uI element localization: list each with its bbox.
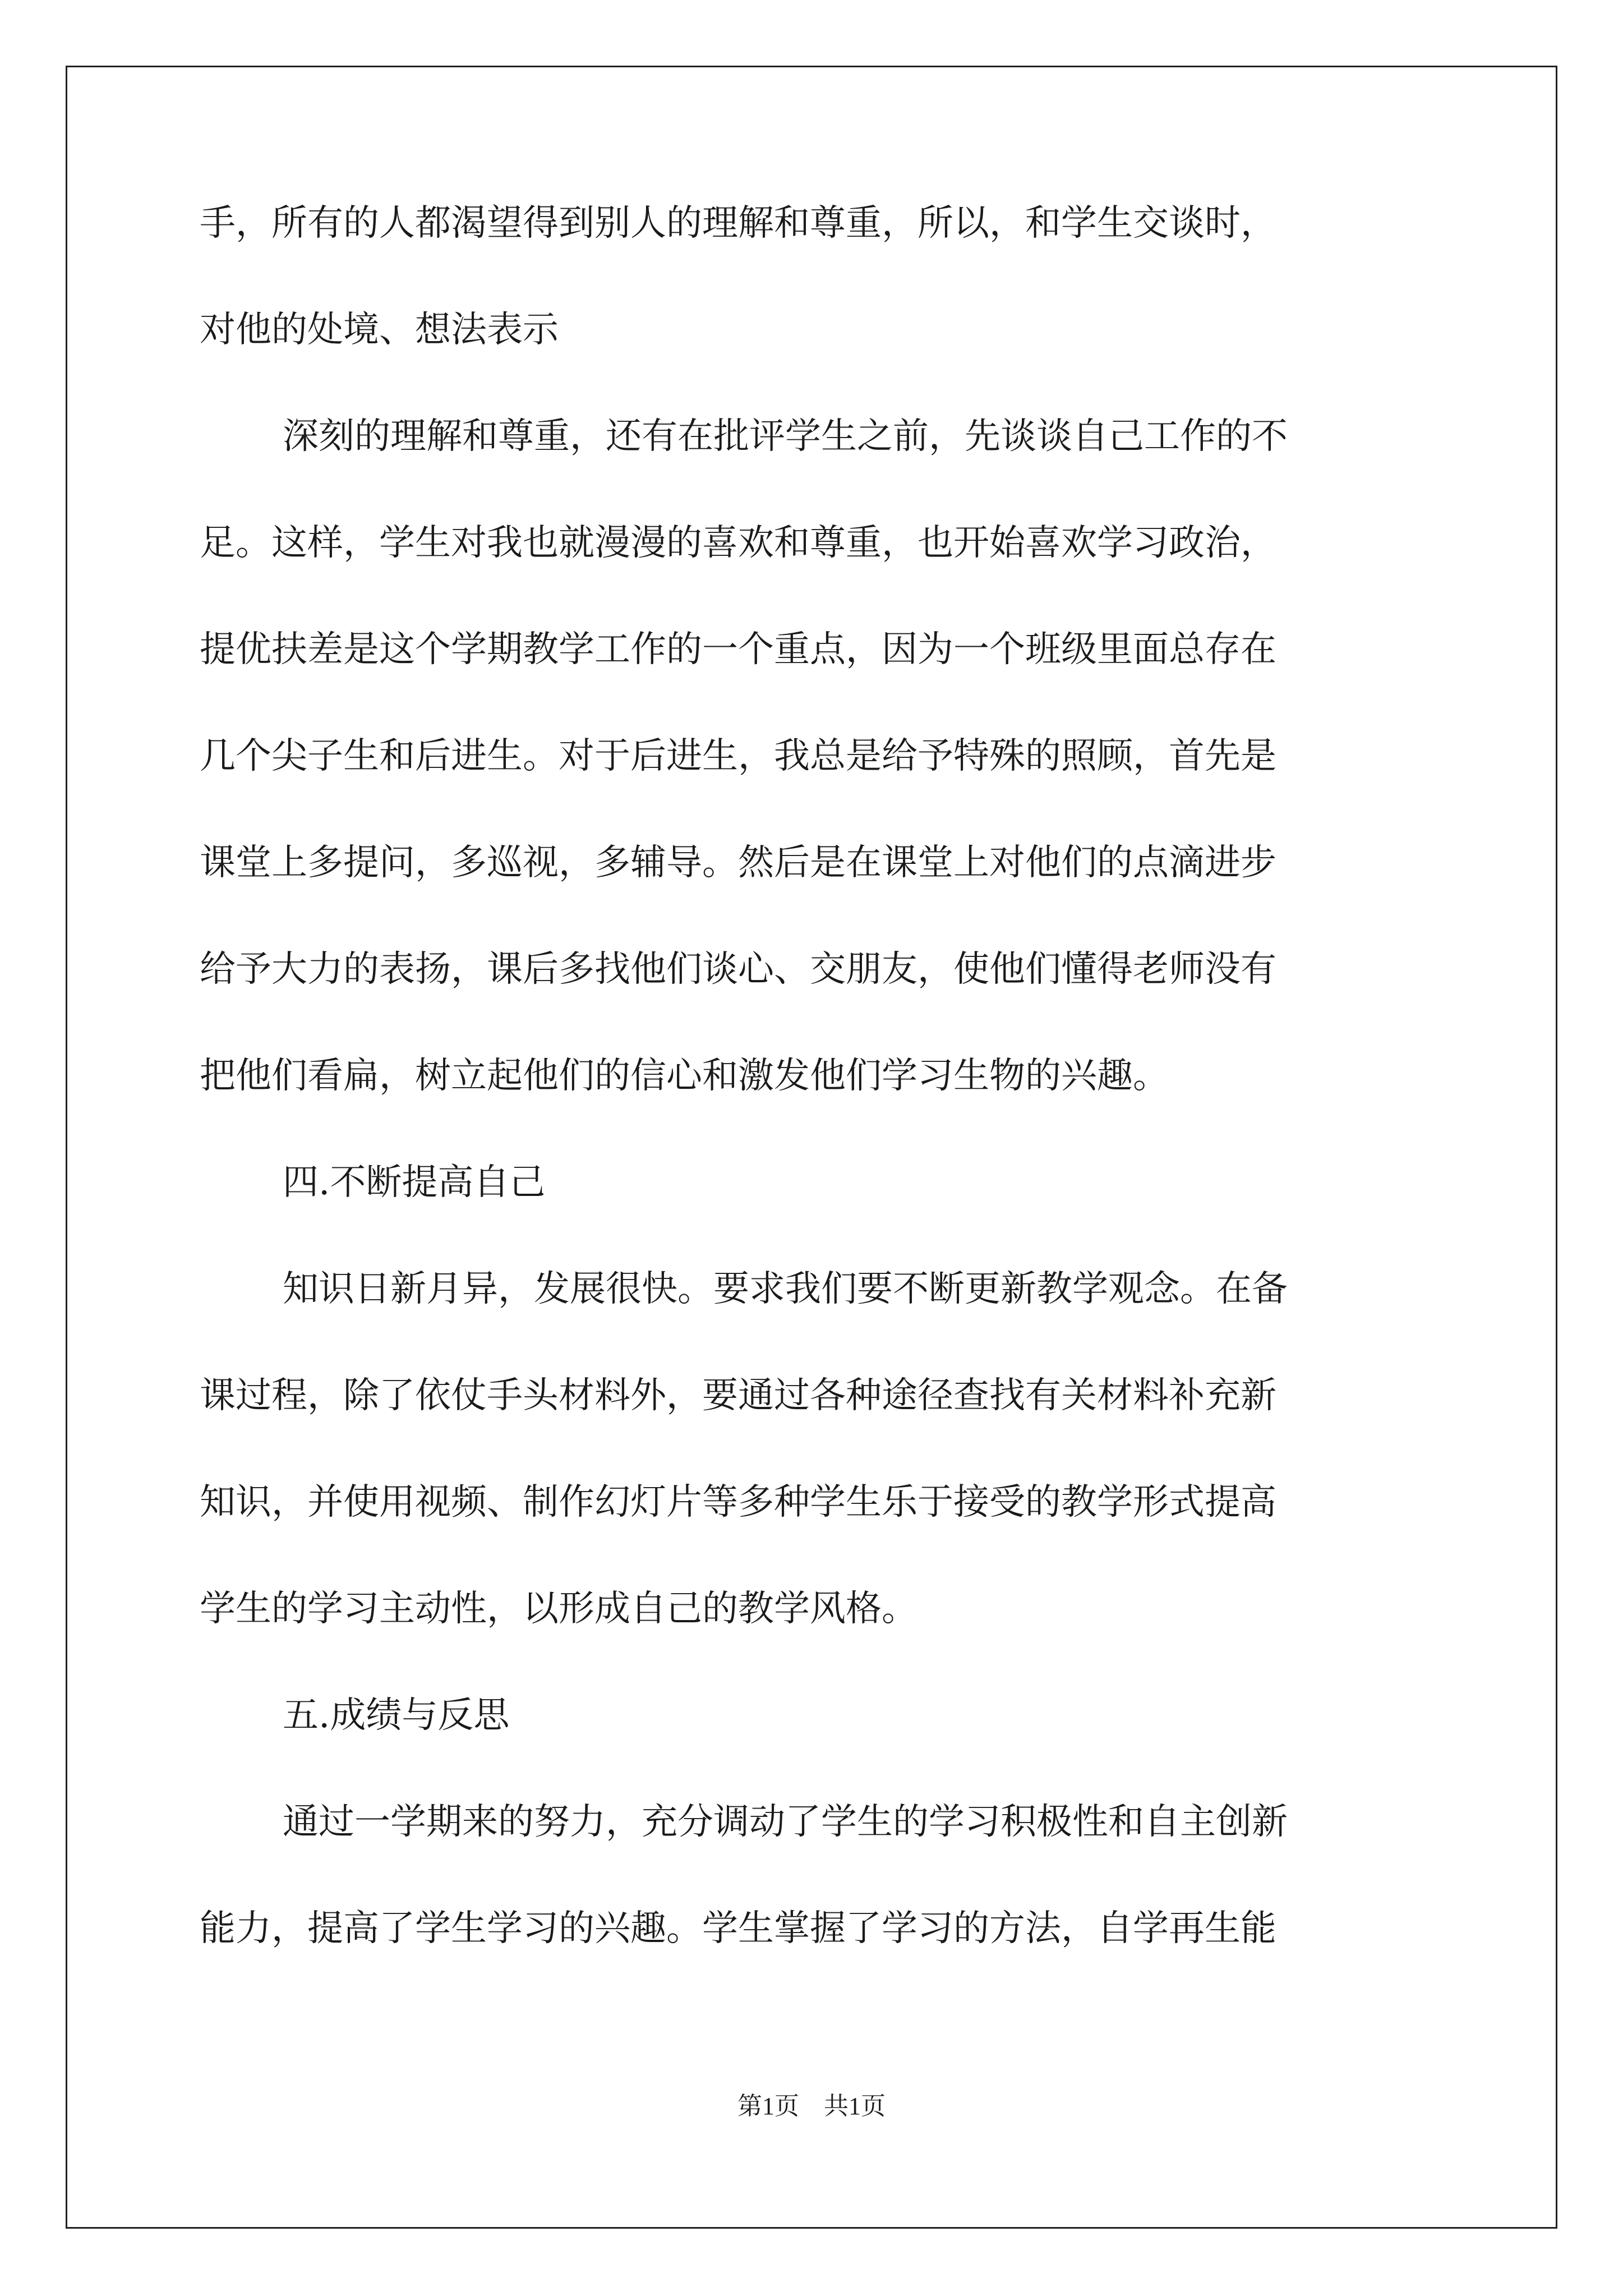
text-line: 手，所有的人都渴望得到别人的理解和尊重，所以，和学生交谈时，: [200, 203, 1276, 244]
text-line: 几个尖子生和后进生。对于后进生，我总是给予特殊的照顾，首先是: [200, 735, 1276, 777]
section-heading: 四.不断提高自己: [283, 1162, 546, 1203]
text-line: 课过程，除了依仗手头材料外，要通过各种途径查找有关材料补充新: [200, 1375, 1276, 1416]
text-line: 能力，提高了学生学习的兴趣。学生掌握了学习的方法，自学再生能: [200, 1908, 1276, 1949]
text-line: 学生的学习主动性，以形成自己的教学风格。: [200, 1588, 917, 1630]
text-line: 提优扶差是这个学期教学工作的一个重点，因为一个班级里面总存在: [200, 629, 1276, 670]
page-number-footer: 第1页 共1页: [737, 2092, 886, 2120]
text-line: 给予大力的表扬，课后多找他们谈心、交朋友，使他们懂得老师没有: [200, 949, 1276, 990]
text-line: 把他们看扁，树立起他们的信心和激发他们学习生物的兴趣。: [200, 1055, 1169, 1097]
text-line: 课堂上多提问，多巡视，多辅导。然后是在课堂上对他们的点滴进步: [200, 842, 1276, 884]
text-line: 知识，并使用视频、制作幻灯片等多种学生乐于接受的教学形式提高: [200, 1481, 1276, 1523]
section-heading: 五.成绩与反思: [283, 1695, 510, 1736]
text-line: 足。这样，学生对我也就漫漫的喜欢和尊重，也开始喜欢学习政治，: [200, 522, 1276, 564]
paragraph-start-line: 知识日新月异，发展很快。要求我们要不断更新教学观念。在备: [283, 1268, 1288, 1310]
paragraph-start-line: 通过一学期来的努力，充分调动了学生的学习积极性和自主创新: [283, 1801, 1288, 1843]
paragraph-start-line: 深刻的理解和尊重，还有在批评学生之前，先谈谈自己工作的不: [283, 416, 1288, 457]
text-line: 对他的处境、想法表示: [200, 309, 559, 351]
